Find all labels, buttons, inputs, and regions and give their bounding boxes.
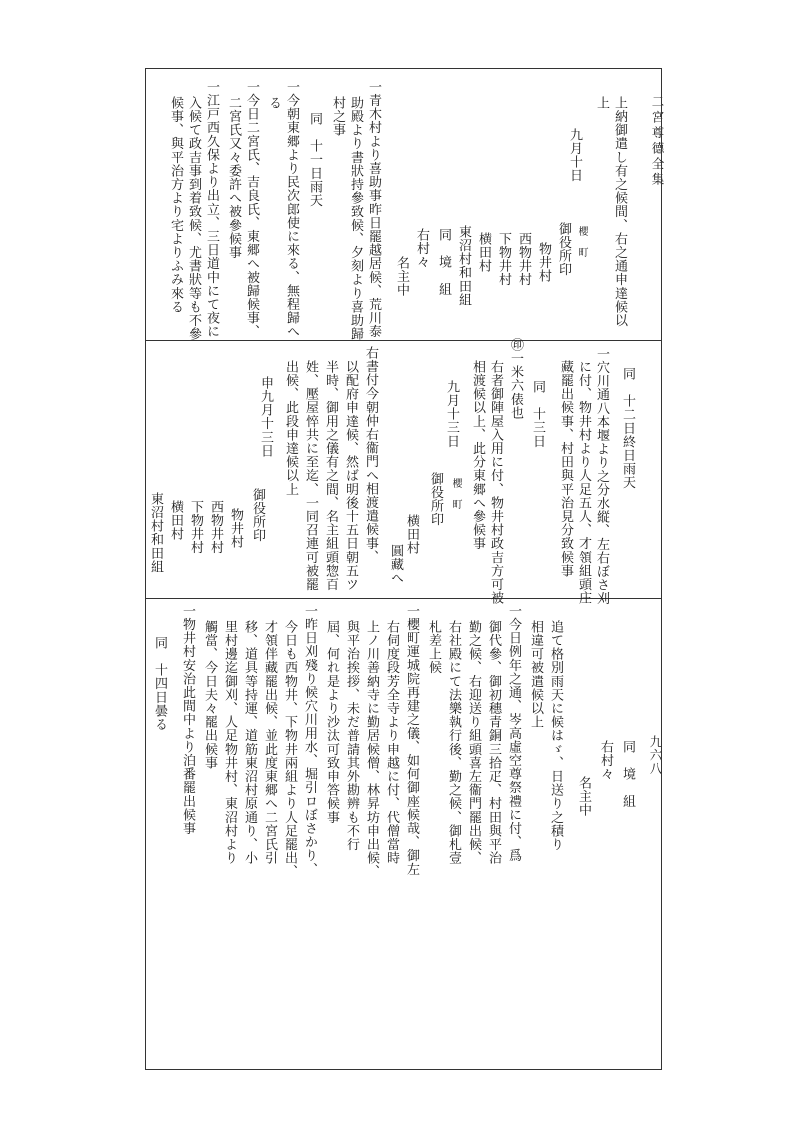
middle-line-15: 以配府申達候、然ば明後十五日朝五ツ [343, 360, 358, 592]
upper-line-1: 上納御遣し有之候間、右之通申達候以 [612, 96, 627, 328]
lower-line-19: 移、道具等持運、道筋東沼村原通り、小 [242, 620, 257, 865]
middle-line-1: 同 十二日終日雨天 [620, 367, 635, 490]
lower-line-23: 同 十四日曇る [152, 636, 167, 732]
upper-line-24: 候事、與平治方より宅よりふみ來る [168, 96, 183, 314]
lower-line-11: 一櫻町運城院再建之儀、如何御座候哉、御左 [404, 604, 419, 876]
page-number: 九六八 [648, 735, 663, 776]
middle-office: 御役所印 [428, 472, 443, 527]
upper-line-18: 一今朝東郷より民次郎使に來る、無程歸へ [284, 80, 299, 339]
upper-village-1: 物井村 [536, 242, 551, 283]
lower-line-14: 與平治挨拶、未だ普請其外勘辨も不行 [344, 620, 359, 852]
lower-line-17: 今日も西物井、下物井兩組より人足罷出、 [282, 620, 297, 879]
upper-line-20: 一今日二宮氏、吉良氏、東郷へ被歸候事、 [244, 80, 259, 339]
upper-line-17: 同 十一日雨天 [307, 112, 322, 208]
lower-line-21: 觸當、今日夫々罷出候事 [202, 620, 217, 770]
middle-line-6: ㊞一米六俵也 [508, 338, 523, 420]
lower-line-7: 御代參、御初穗青銅三拾疋、村田與平治 [486, 620, 501, 865]
upper-line-19: る [266, 96, 281, 110]
middle-line-14: 右書付今朝仲右衞門へ相渡遣候事、 [363, 346, 378, 564]
middle-village: 横田村 [404, 514, 419, 555]
upper-line-16: 村之事 [330, 96, 345, 137]
middle-office-2: 御役所印 [250, 488, 265, 543]
lower-line-8: 勤之候、右迎送り組頭喜左衞門罷出候、 [466, 620, 481, 865]
upper-office: 御役所印 [556, 222, 571, 277]
lower-headmen: 名主中 [576, 776, 591, 817]
lower-village-6: 同 境 組 [620, 740, 635, 808]
upper-village-5: 東沼村和田組 [456, 225, 471, 307]
lower-line-22: 一物井村安治此間中より泊番罷出候事 [180, 604, 195, 836]
middle-village-3: 下物井村 [188, 500, 203, 555]
middle-date-2: 申九月十三日 [258, 376, 273, 458]
upper-line-22: 一江戸西久保より出立、三日道中にて夜に [204, 80, 219, 339]
lower-line-18: 才領伴藏罷出候、並此度東郷へ二宮氏引 [262, 620, 277, 865]
lower-line-12: 右伺度段芳全寺より申越に付、代僧當時 [384, 620, 399, 865]
upper-villages: 右村々 [414, 228, 429, 269]
upper-village-2: 西物井村 [516, 232, 531, 287]
middle-line-3: に付、物井村より人足五人、才領組頭庄 [576, 360, 591, 605]
upper-village-4: 横田村 [476, 232, 491, 273]
upper-line-15: 助殿より書狀持參致候、夕刻より喜助歸 [348, 96, 363, 341]
lower-line-9: 右社殿にて法樂執行後、勤之候、御札壹 [446, 620, 461, 865]
lower-line-5: 相違可被遣候以上 [528, 620, 543, 729]
section-divider-1 [145, 340, 662, 341]
middle-line-18: 出候、此段申達候以上 [283, 360, 298, 496]
upper-office-place: 櫻 町 [576, 226, 587, 258]
middle-line-2: 一穴川通八本堰より之分水縦、左右ぼさ刈 [594, 347, 609, 606]
lower-line-10: 札差上候 [426, 620, 441, 675]
lower-line-6: 一今日例年之通、岑高虛空尊祭禮に付、爲 [506, 604, 521, 863]
middle-line-16: 半時、御用之儀有之間、名主組頭惣百 [323, 360, 338, 592]
lower-line-15: 屆、何れ是より沙汰可致申答候事 [324, 620, 339, 824]
upper-date: 九月十日 [567, 128, 582, 183]
upper-line-14: 一青木村より喜助事昨日罷越居候、荒川泰 [366, 80, 381, 339]
middle-line-7: 右者御陣屋入用に付、物井村政吉方可被 [488, 360, 503, 605]
middle-line-4: 藏罷出候事、村田與平治見分致候事 [558, 360, 573, 578]
middle-line-17: 姓、壓屋悴共に至迄、一同召連可被罷 [303, 360, 318, 592]
upper-line-23: 入候て政吉事到着致候、尤書狀等も不參 [186, 96, 201, 341]
middle-village-4: 横田村 [168, 500, 183, 541]
lower-villages: 右村々 [598, 740, 613, 781]
upper-line-2: 上 [594, 96, 609, 110]
middle-line-5: 同 十三日 [530, 380, 545, 448]
middle-line-8: 相渡候以上、此分東郷へ參候事 [470, 360, 485, 551]
middle-village-2: 西物井村 [208, 500, 223, 555]
lower-line-20: 里村邊迄御刈、人足物井村、東沼村より [222, 620, 237, 865]
middle-village-5: 東沼村和田組 [148, 492, 163, 574]
upper-village-3: 下物井村 [496, 232, 511, 287]
middle-office-place: 櫻 町 [450, 478, 461, 510]
lower-line-13: 上ノ川善納寺に勤居候僧、林昇坊申出候、 [364, 620, 379, 879]
running-head: 二宮尊德全集 [650, 95, 665, 188]
lower-line-16: 一昨日刈殘り候穴川用水、堀引ロぼさかり、 [302, 604, 317, 876]
middle-village-1: 物井村 [228, 508, 243, 549]
upper-headmen: 名主中 [394, 256, 409, 297]
upper-village-6: 同 境 組 [436, 228, 451, 296]
lower-line-4: 追て格別雨天に候はゞ、日送り之積り [548, 620, 563, 852]
upper-line-21: 二宮氏又々委許へ被參候事 [226, 96, 241, 260]
middle-date: 九月十三日 [444, 380, 459, 448]
middle-recipient: 圓藏へ [388, 544, 403, 585]
